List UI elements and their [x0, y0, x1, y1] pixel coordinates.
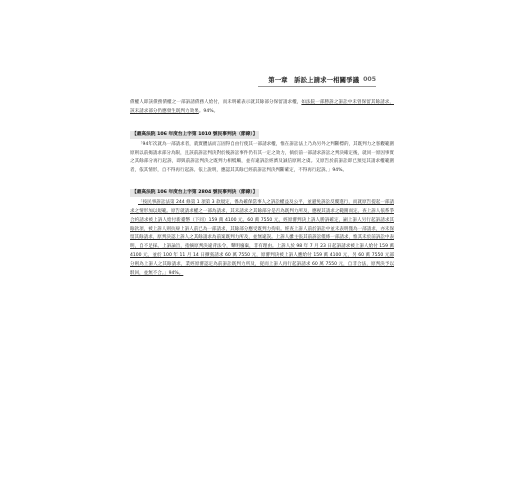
case-citation-label: 【最高法院 106 年度台上字第 2804 號民事判決（節錄）】 — [130, 189, 259, 197]
intro-paragraph — [130, 99, 394, 117]
case-quote-text: 「按民事訴訟法第 244 條第 1 項第 3 款規定，係為確保當事人之訴訟權益及公平，並避免訴訟反覆進行，而就原告提起一部請求之情形加以規範。原告就請求權之一部為請求，其未請求之其餘部分是否為既判力所及，應視其請求之範圍而定。查上訴人依系爭合約請求被上訴人給付新臺幣（下同）159 萬 4100 元、60 萬 7550 元，經原審判決上訴人勝訴確定，嗣上訴人另行起訴請求其餘款項，被上訴人則抗辯上訴人前已為一部請求，其餘部分應受既判力拘束。經查上訴人前於訴訟中並未表明僅為一部請求，亦未保留其餘請求，原判決認上訴人之其餘請求為前案既判力所及，並無違誤。上訴人雖主張其前訴訟僅係一部請求，惟其未於前訴訟中表明，自不足採。上訴論旨，指摘原判決違背法令，聲明廢棄，非有理由。上訴人於 98 年 7 月 23 日起訴請求被上訴人給付 159 萬 4100 元，並於 100 年 11 月 14 日擴張請求 60 萬 7550 元，原審判決被上訴人應給付 159 萬 4100 元，另 60 萬 7550 元部分則為上訴人之其餘請求，業經原審認定為前訴訟既判力所及，從而上訴人再行起訴請求 60 萬 7550 元，自非合法，原判決予以駁回，並無不合。」94%。 — [130, 200, 394, 276]
page-number: 005 — [363, 75, 376, 83]
case-citation-label: 【最高法院 106 年度台上字第 1010 號民事判決（節錄）】 — [130, 131, 259, 139]
header-rule — [258, 86, 376, 87]
chapter-title: 第一章 訴訟上請求一相關爭議 — [268, 75, 360, 84]
intro-plain-text: 債權人即該債務債權之一部訴請債務人給付，而未明確表示就其餘部分保留請求權， — [130, 100, 302, 105]
running-header — [258, 72, 376, 86]
intro-tail-text: 。94%。 — [198, 108, 219, 114]
case-quote — [130, 199, 394, 278]
intro-underlined-text: 如法院一部勝訴之訴訟中未曾保留其餘請求，該未請求部分仍應發生既判力效果 — [130, 100, 394, 114]
case-quote — [130, 141, 394, 176]
page-content — [130, 99, 394, 280]
case-quote-text: 「94年次就為一部請求者，就實體法而言固得自由行使其一部請求權，惟在訴訟法上乃為另外之判斷標的，其既判力之客觀範圍原則以前揭請求部分為限，且該前訴訟判決對於後訴訟事件仍有其一定之效力，倘於前一部請求訴訟之判決確定後，就同一原因事實之其餘部分再行起訴，即與前訴訟判決之既判力相牴觸，並有違訴訟經濟及誠信原則之虞。又原告於前訴訟即已預見其請求權範圍者，依其情形，自不得再行起訴。依上說明，應認其其餘已經前訴訟判決判斷確定，不得再行起訴。」94%。 — [130, 141, 394, 174]
